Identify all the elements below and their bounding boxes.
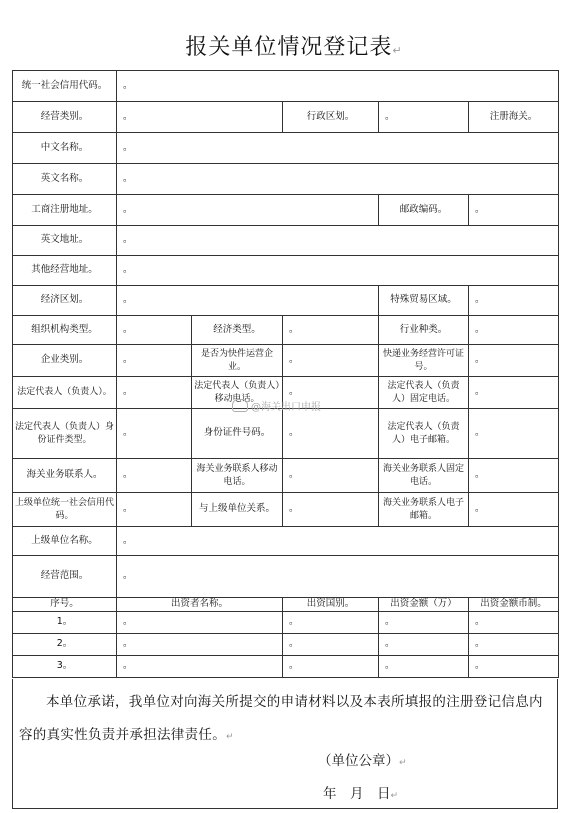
label-express-op: 是否为快件运营企业。 — [192, 345, 283, 377]
form-title-text: 报关单位情况登记表 — [185, 35, 393, 60]
weibo-logo-icon — [232, 399, 248, 412]
label-id-number: 身份证件号码。 — [192, 409, 283, 459]
investor-row-index: 2。 — [13, 634, 117, 656]
company-seal-label — [318, 749, 407, 769]
field-en-name[interactable]: 。 — [117, 164, 559, 195]
investor-currency-cell[interactable]: 。 — [469, 656, 559, 678]
investor-name-cell[interactable]: 。 — [117, 656, 283, 678]
label-other-address: 其他经营地址。 — [13, 256, 117, 286]
label-biz-scope: 经营范围。 — [13, 556, 117, 598]
label-legal-rep-mobile: 法定代表人（负责人）移动电话。 — [192, 377, 283, 409]
field-enterprise-type[interactable]: 。 — [117, 345, 192, 377]
registration-form-table — [12, 70, 559, 678]
investor-currency-cell[interactable]: 。 — [469, 634, 559, 656]
company-seal-text: （单位公章） — [318, 753, 399, 769]
pledge-statement — [19, 686, 549, 754]
label-contact-phone: 海关业务联系人固定电话。 — [379, 459, 469, 493]
label-enterprise-type: 企业类别。 — [13, 345, 117, 377]
paragraph-mark-icon: ↵ — [399, 758, 407, 768]
signature-date — [323, 782, 398, 802]
paragraph-mark-icon: ↵ — [392, 44, 403, 57]
investor-currency-cell[interactable]: 。 — [469, 612, 559, 634]
label-parent-relation: 与上级单位关系。 — [192, 493, 283, 527]
paragraph-mark-icon: ↵ — [226, 732, 234, 742]
label-biz-type: 经营类别。 — [13, 102, 117, 133]
field-contact-mobile[interactable]: 。 — [283, 459, 379, 493]
field-legal-rep-id-type[interactable]: 。 — [117, 409, 192, 459]
signature-date-text: 年 月 日 — [323, 786, 391, 802]
field-econ-zone[interactable]: 。 — [117, 286, 379, 316]
watermark — [232, 398, 321, 413]
field-econ-type[interactable]: 。 — [283, 316, 379, 345]
label-legal-rep-phone: 法定代表人（负责人）固定电话。 — [379, 377, 469, 409]
investor-header-name: 出资者名称。 — [117, 598, 283, 612]
form-title — [0, 30, 588, 61]
field-customs-contact[interactable]: 。 — [117, 459, 192, 493]
field-biz-type[interactable]: 。 — [117, 102, 283, 133]
label-industry: 行业种类。 — [379, 316, 469, 345]
field-legal-rep-mobile[interactable]: 。 — [283, 377, 379, 409]
label-legal-rep: 法定代表人（负责人）。 — [13, 377, 117, 409]
field-org-type[interactable]: 。 — [117, 316, 192, 345]
label-postcode: 邮政编码。 — [379, 195, 469, 226]
investor-row-index: 1。 — [13, 612, 117, 634]
paragraph-mark-icon: ↵ — [390, 791, 399, 801]
pledge-statement-text: 本单位承诺，我单位对向海关所提交的申请材料以及本表所填报的注册登记信息内容的真实性负责并承担法律责任。 — [19, 694, 543, 743]
investor-row-index: 3。 — [13, 656, 117, 678]
investor-header-country: 出资国别。 — [283, 598, 379, 612]
field-legal-rep-email[interactable]: 。 — [469, 409, 559, 459]
label-contact-mobile: 海关业务联系人移动电话。 — [192, 459, 283, 493]
field-industry[interactable]: 。 — [469, 316, 559, 345]
field-cn-name[interactable]: 。 — [117, 133, 559, 164]
label-contact-email: 海关业务联系人电子邮箱。 — [379, 493, 469, 527]
field-legal-rep[interactable]: 。 — [117, 377, 192, 409]
investor-name-cell[interactable]: 。 — [117, 612, 283, 634]
label-org-type: 组织机构类型。 — [13, 316, 117, 345]
field-parent-relation[interactable]: 。 — [283, 493, 379, 527]
label-en-name: 英文名称。 — [13, 164, 117, 195]
field-express-op[interactable]: 。 — [283, 345, 379, 377]
label-en-address: 英文地址。 — [13, 226, 117, 256]
field-admin-region[interactable]: 。 — [379, 102, 469, 133]
label-parent-credit-code: 上级单位统一社会信用代码。 — [13, 493, 117, 527]
field-other-address[interactable]: 。 — [117, 256, 559, 286]
field-express-permit[interactable]: 。 — [469, 345, 559, 377]
label-legal-rep-email: 法定代表人（负责人）电子邮箱。 — [379, 409, 469, 459]
label-special-zone: 特殊贸易区域。 — [379, 286, 469, 316]
field-parent-name[interactable]: 。 — [117, 527, 559, 556]
label-cn-name: 中文名称。 — [13, 133, 117, 164]
investor-name-cell[interactable]: 。 — [117, 634, 283, 656]
label-credit-code: 统一社会信用代码。 — [13, 71, 117, 102]
field-biz-scope[interactable]: 。 — [117, 556, 559, 598]
pledge-section — [12, 679, 558, 809]
label-parent-name: 上级单位名称。 — [13, 527, 117, 556]
field-special-zone[interactable]: 。 — [469, 286, 559, 316]
label-customs-contact: 海关业务联系人。 — [13, 459, 117, 493]
label-econ-type: 经济类型。 — [192, 316, 283, 345]
field-contact-email[interactable]: 。 — [469, 493, 559, 527]
investor-header-index: 序号。 — [13, 598, 117, 612]
field-parent-credit-code[interactable]: 。 — [117, 493, 192, 527]
label-ic-address: 工商注册地址。 — [13, 195, 117, 226]
label-legal-rep-id-type: 法定代表人（负责人）身份证件类型。 — [13, 409, 117, 459]
field-credit-code[interactable]: 。 — [117, 71, 559, 102]
investor-country-cell[interactable]: 。 — [283, 656, 379, 678]
investor-amount-cell[interactable]: 。 — [379, 612, 469, 634]
field-legal-rep-phone[interactable]: 。 — [469, 377, 559, 409]
investor-header-currency: 出资金额币制。 — [469, 598, 559, 612]
watermark-text: @海关出口申报 — [251, 402, 321, 413]
investor-header-amount: 出资金额（万） — [379, 598, 469, 612]
investor-amount-cell[interactable]: 。 — [379, 634, 469, 656]
label-admin-region: 行政区划。 — [283, 102, 379, 133]
field-postcode[interactable]: 。 — [469, 195, 559, 226]
label-express-permit: 快递业务经营许可证号。 — [379, 345, 469, 377]
field-contact-phone[interactable]: 。 — [469, 459, 559, 493]
investor-country-cell[interactable]: 。 — [283, 634, 379, 656]
investor-amount-cell[interactable]: 。 — [379, 656, 469, 678]
field-id-number[interactable]: 。 — [283, 409, 379, 459]
field-en-address[interactable]: 。 — [117, 226, 559, 256]
field-ic-address[interactable]: 。 — [117, 195, 379, 226]
label-reg-customs: 注册海关。 — [469, 102, 559, 133]
label-econ-zone: 经济区划。 — [13, 286, 117, 316]
investor-country-cell[interactable]: 。 — [283, 612, 379, 634]
